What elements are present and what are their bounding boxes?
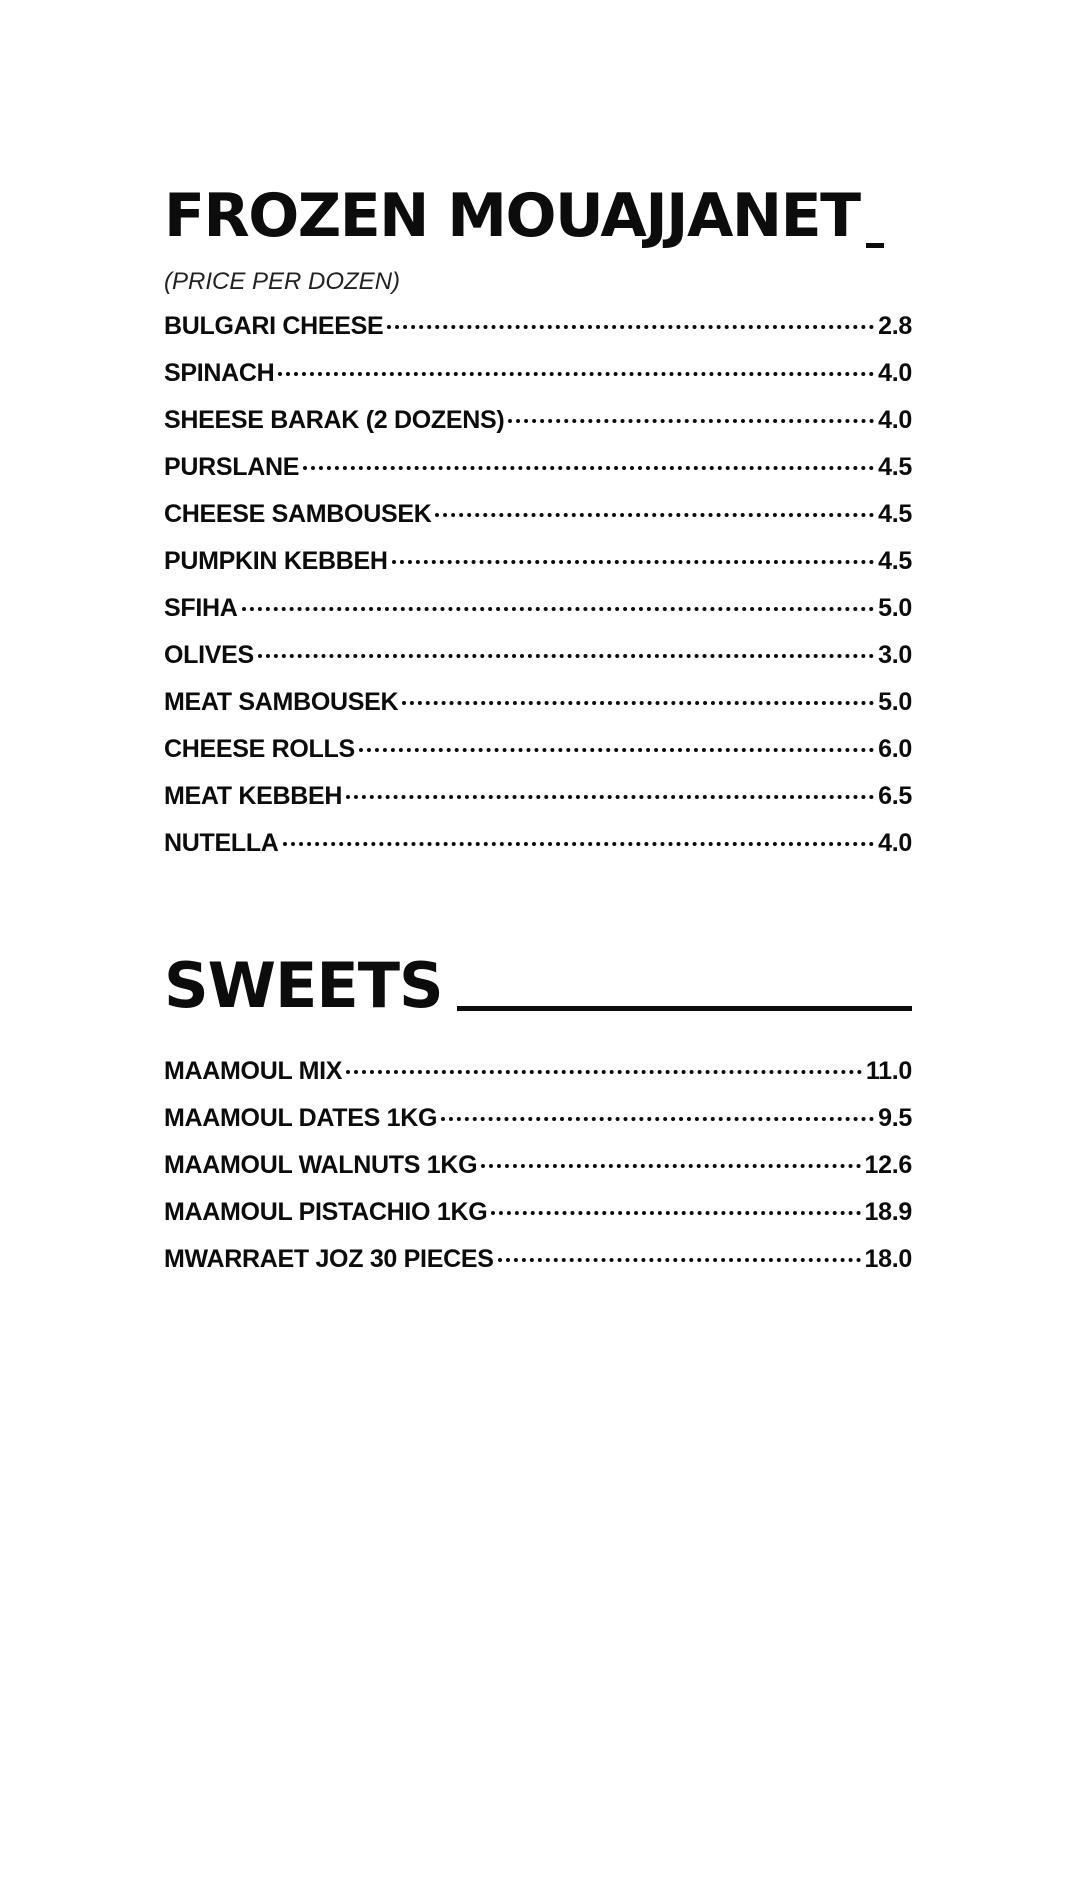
item-name: MEAT SAMBOUSEK bbox=[164, 688, 399, 716]
item-price: 5.0 bbox=[878, 688, 912, 716]
item-price: 6.5 bbox=[878, 782, 912, 810]
dot-leader bbox=[242, 607, 875, 611]
item-price: 9.5 bbox=[878, 1104, 912, 1132]
item-price: 4.0 bbox=[878, 829, 912, 857]
sweets-section-title: SWEETS bbox=[164, 949, 443, 1022]
item-name: MAAMOUL WALNUTS 1KG bbox=[164, 1151, 478, 1179]
menu-item bbox=[164, 453, 912, 500]
menu-item bbox=[164, 829, 912, 876]
sweets-heading-row bbox=[164, 949, 912, 1022]
item-price: 12.6 bbox=[864, 1151, 912, 1179]
menu-item bbox=[164, 312, 912, 359]
item-price: 11.0 bbox=[865, 1057, 912, 1085]
menu-item bbox=[164, 1245, 912, 1292]
menu-item bbox=[164, 688, 912, 735]
frozen-mouajjanet-section bbox=[164, 181, 912, 876]
item-price: 4.5 bbox=[878, 453, 912, 481]
item-name: MEAT KEBBEH bbox=[164, 782, 343, 810]
item-name: MAAMOUL PISTACHIO 1KG bbox=[164, 1198, 488, 1226]
item-price: 5.0 bbox=[878, 594, 912, 622]
dot-leader bbox=[508, 419, 874, 423]
item-name: NUTELLA bbox=[164, 829, 279, 857]
item-price: 2.8 bbox=[878, 312, 912, 340]
item-name: PURSLANE bbox=[164, 453, 300, 481]
dot-leader bbox=[283, 842, 875, 846]
dot-leader bbox=[392, 560, 875, 564]
dot-leader bbox=[359, 748, 874, 752]
item-price: 18.9 bbox=[864, 1198, 912, 1226]
item-price: 4.0 bbox=[878, 406, 912, 434]
sweets-title-rule bbox=[457, 1006, 912, 1011]
item-name: SHEESE BARAK (2 DOZENS) bbox=[164, 406, 505, 434]
dot-leader bbox=[303, 466, 874, 470]
menu-item bbox=[164, 594, 912, 641]
menu-item bbox=[164, 547, 912, 594]
item-name: MWARRAET JOZ 30 PIECES bbox=[164, 1245, 494, 1273]
item-name: OLIVES bbox=[164, 641, 254, 669]
item-name: CHEESE SAMBOUSEK bbox=[164, 500, 432, 528]
dot-leader bbox=[402, 701, 874, 705]
item-name: BULGARI CHEESE bbox=[164, 312, 384, 340]
frozen-heading-row bbox=[164, 181, 912, 251]
menu-item bbox=[164, 1057, 912, 1104]
frozen-title-underscore bbox=[866, 243, 884, 248]
menu-item bbox=[164, 782, 912, 829]
menu-item bbox=[164, 641, 912, 688]
dot-leader bbox=[491, 1211, 860, 1215]
dot-leader bbox=[278, 372, 874, 376]
dot-leader bbox=[481, 1164, 860, 1168]
item-price: 3.0 bbox=[878, 641, 912, 669]
menu-item bbox=[164, 1198, 912, 1245]
item-name: CHEESE ROLLS bbox=[164, 735, 355, 763]
price-note: (PRICE PER DOZEN) bbox=[164, 268, 401, 295]
menu-item bbox=[164, 1151, 912, 1198]
dot-leader bbox=[346, 1070, 862, 1074]
sweets-items-list bbox=[164, 1057, 912, 1292]
item-price: 18.0 bbox=[864, 1245, 912, 1273]
dot-leader bbox=[441, 1117, 874, 1121]
dot-leader bbox=[435, 513, 874, 517]
menu-item bbox=[164, 735, 912, 782]
item-name: SFIHA bbox=[164, 594, 238, 622]
frozen-items-list bbox=[164, 312, 912, 876]
dot-leader bbox=[346, 795, 874, 799]
menu-item bbox=[164, 500, 912, 547]
item-name: MAAMOUL DATES 1KG bbox=[164, 1104, 438, 1132]
item-price: 6.0 bbox=[878, 735, 912, 763]
item-name: MAAMOUL MIX bbox=[164, 1057, 343, 1085]
sweets-section bbox=[164, 949, 912, 1292]
menu-item bbox=[164, 406, 912, 453]
dot-leader bbox=[387, 325, 874, 329]
dot-leader bbox=[258, 654, 874, 658]
menu-item bbox=[164, 1104, 912, 1151]
frozen-section-title: FROZEN MOUAJJANET bbox=[164, 181, 860, 251]
item-name: PUMPKIN KEBBEH bbox=[164, 547, 388, 575]
item-name: SPINACH bbox=[164, 359, 275, 387]
item-price: 4.5 bbox=[878, 500, 912, 528]
menu-item bbox=[164, 359, 912, 406]
item-price: 4.0 bbox=[878, 359, 912, 387]
dot-leader bbox=[498, 1258, 861, 1262]
item-price: 4.5 bbox=[878, 547, 912, 575]
